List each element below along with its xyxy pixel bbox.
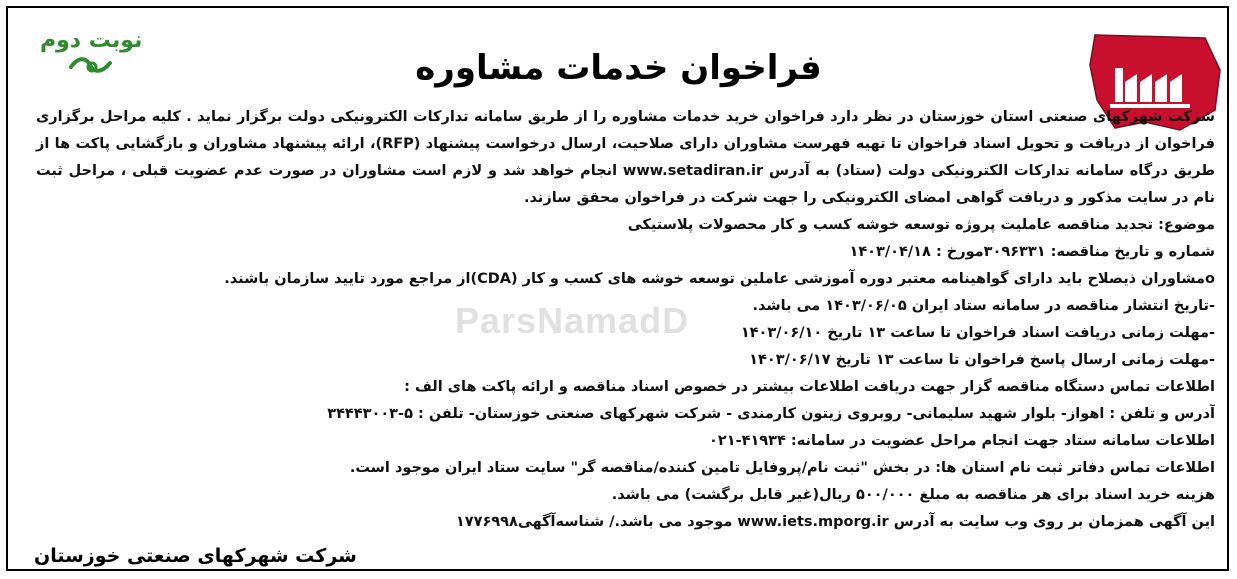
- website-line: این آگهی همزمان بر روی وب سایت به آدرس www.iets.mporg.ir موجود می باشد./ شناسه‌آگهی۱۷۷۶۹۹۸: [455, 514, 1215, 530]
- requirement-line: oمشاوران ذیصلاح باید دارای گواهینامه معتبر دوره آموزشی عاملین توسعه خوشه های کسب و کار (CDA)از مراجع مورد تایید سازمان باشند.: [224, 271, 1215, 287]
- registration-offices-line: اطلاعات تماس دفاتر ثبت نام استان ها: در بخش "ثبت نام/پروفایل تامین کننده/مناقصه گر" سایت ستاد ایران موجود است.: [349, 460, 1215, 476]
- footer-company-name: شرکت شهرکهای صنعتی خوزستان: [34, 545, 357, 567]
- address-line: آدرس و تلفن : اهواز- بلوار شهید سلیمانی- روبروی زیتون کارمندی - شرکت شهرکهای صنعتی خوزستان- تلفن : ۵-۳۴۴۴۳۰۰۳: [327, 406, 1215, 422]
- round-badge-text: نوبت دوم: [40, 28, 143, 53]
- contact-heading-line: اطلاعات تماس دستگاه مناقصه گزار جهت دریافت اطلاعات بیشتر در خصوص اسناد مناقصه و ارائه پاکت های الف :: [404, 379, 1215, 395]
- receive-deadline-line: -مهلت زمانی دریافت اسناد فراخوان تا ساعت ۱۳ تاریخ ۱۴۰۳/۰۶/۱۰: [740, 325, 1215, 341]
- subject-line: موضوع: تجدید مناقصه عاملیت پروژه توسعه خوشه کسب و کار محصولات پلاستیکی: [627, 217, 1215, 233]
- setad-info-line: اطلاعات سامانه ستاد جهت انجام مراحل عضویت در سامانه: ۴۱۹۳۴-۰۲۱: [709, 433, 1215, 449]
- intro-paragraph: شرکت شهرکهای صنعتی استان خوزستان در نظر دارد فراخوان خرید خدمات مشاوره را از طریق سامانه تدارکات الکترونیکی دولت برگزار نماید . کلیه مراحل برگزاری فراخوان از دریافت و تحویل اسناد فراخوان تا تهیه فهرست مشاوران دارای صلاحیت، ارسال درخواست پیشنهاد (RFP)، ارائه پیشنهاد مشاوران و بازگشایی پاکت ها از طریق درگاه سامانه تدارکات الکترونیکی دولت (ستاد) به آدرس www.setadiran.ir انجام خواهد شد و لازم است مشاوران در صورت عدم عضویت قبلی ، مراحل ثبت نام در سایت مذکور و دریافت گواهی امضای الکترونیکی را جهت شرکت در فراخوان محقق سازند.: [36, 109, 1215, 206]
- submit-deadline-line: -مهلت زمانی ارسال پاسخ فراخوان تا ساعت ۱۳ تاریخ ۱۴۰۳/۰۶/۱۷: [749, 352, 1215, 368]
- document-fee-line: هزینه خرید اسناد برای هر مناقصه به مبلغ ۵۰۰/۰۰۰ ریال(غیر قابل برگشت) می باشد.: [611, 487, 1215, 503]
- ad-body: [36, 104, 1215, 536]
- page-title: فراخوان خدمات مشاوره: [415, 48, 822, 88]
- publish-date-line: -تاریخ انتشار مناقصه در سامانه ستاد ایران ۱۴۰۳/۰۶/۰۵ می باشد.: [752, 298, 1215, 314]
- watermark-text: ParsNamadD: [455, 300, 690, 341]
- tender-number-line: شماره و تاریخ مناقصه: ۳۰۹۶۳۳۱مورخ : ۱۴۰۳/۰۴/۱۸: [849, 244, 1215, 260]
